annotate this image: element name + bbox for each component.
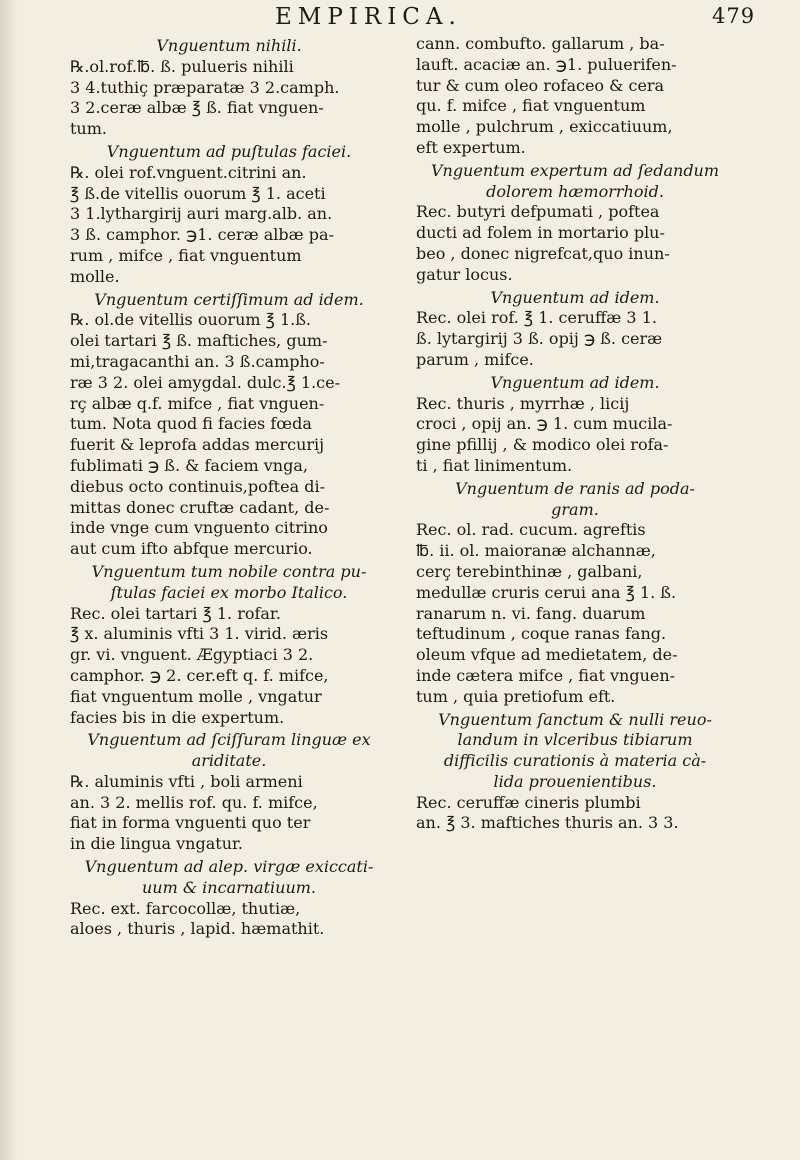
text-line: ranarum n. vi. fang. duarum [416, 603, 646, 623]
recipe-heading [70, 562, 388, 604]
text-line: 3 2.ceræ albæ ℥ ß. fiat vnguen- [70, 98, 324, 118]
text-line: fublimati ℈ ß. & faciem vnga, [70, 455, 308, 475]
text-line: Rec. ext. farcocollæ, thutiæ, [70, 898, 301, 918]
text-line: dolorem hæmorrhoid. [486, 181, 664, 201]
text-line: ℞. aluminis vfti , boli armeni [70, 771, 303, 791]
recipe-text [70, 772, 388, 855]
text-line: ℞. ol.de vitellis ouorum ℥ 1.ß. [70, 310, 311, 330]
running-head-title: EMPIRICA. [275, 4, 462, 30]
text-line: Rec. ceruffæ cineris plumbi [416, 792, 641, 812]
text-line: parum , mifce. [416, 349, 534, 369]
text-line: Rec. olei tartari ℥ 1. rofar. [70, 603, 281, 623]
text-line: fiat vnguentum molle , vngatur [70, 686, 322, 706]
text-line: Vnguentum certiſſimum ad idem. [94, 289, 364, 309]
text-line: Vnguentum ad idem. [490, 287, 660, 307]
text-line: rç albæ q.f. mifce , fiat vnguen- [70, 393, 325, 413]
text-line: Vnguentum tum nobile contra pu- [91, 561, 367, 581]
text-line: lida prouenientibus. [493, 771, 657, 791]
text-line: gram. [551, 499, 599, 519]
recipe-heading [416, 161, 734, 203]
recipe-text [70, 899, 388, 941]
text-line: beo , donec nigrefcat,quo inun- [416, 243, 670, 263]
text-line: fiat in forma vnguenti quo ter [70, 813, 311, 833]
text-line: cann. combufto. gallarum , ba- [416, 34, 665, 53]
recipe-text [416, 308, 734, 370]
recipe-text [70, 163, 388, 288]
text-line: teftudinum , coque ranas fang. [416, 624, 667, 644]
recipe-text [416, 520, 734, 707]
text-line: mi,tragacanthi an. 3 ß.campho- [70, 351, 325, 371]
text-line: lauft. acaciæ an. ℈1. puluerifen- [416, 54, 677, 74]
page-number: 479 [712, 4, 756, 28]
text-line: Rec. butyri defpumati , poftea [416, 202, 660, 222]
page-gutter-shadow [0, 0, 18, 1160]
text-line: Vnguentum expertum ad ſedandum [430, 160, 720, 180]
recipe-heading [416, 710, 734, 793]
recipe-text [70, 604, 388, 729]
text-line: Vnguentum nihili. [156, 36, 302, 55]
text-line: rum , mifce , fiat vnguentum [70, 245, 302, 265]
recipe-heading [70, 142, 388, 163]
text-line: Vnguentum de ranis ad poda- [455, 478, 695, 498]
text-line: olei tartari ℥ ß. maftiches, gum- [70, 331, 328, 351]
text-line: aut cum ifto abfque mercurio. [70, 539, 313, 559]
text-line: ℥ x. aluminis vfti 3 1. virid. æris [70, 624, 329, 644]
recipe-text [70, 310, 388, 560]
recipe-text [416, 202, 734, 285]
text-line: croci , opij an. ℈ 1. cum mucila- [416, 414, 673, 434]
running-head [0, 4, 800, 34]
text-line: Vnguentum ad ſciſſuram linguæ ex [87, 730, 371, 750]
text-line: ſtulas faciei ex morbo Italico. [110, 582, 348, 602]
text-line: Rec. ol. rad. cucum. agreftis [416, 520, 646, 540]
recipe-heading [416, 288, 734, 309]
recipe-heading [70, 36, 388, 57]
text-line: camphor. ℈ 2. cer.eft q. f. mifce, [70, 665, 329, 685]
text-line: ariditate. [191, 751, 267, 771]
text-line: Vnguentum ad alep. virgæ exiccati- [84, 857, 374, 877]
text-line: landum in vlceribus tibiarum [457, 730, 693, 750]
text-line: gine pfillij , & modico olei rofa- [416, 435, 669, 455]
recipe-text [70, 57, 388, 140]
text-line: fuerit & leprofa addas mercurij [70, 435, 325, 455]
text-line: ℞. olei rof.vnguent.citrini an. [70, 162, 307, 182]
text-line: difficilis curationis à materia cà- [443, 751, 707, 771]
recipe-heading [70, 857, 388, 899]
text-line: ræ 3 2. olei amygdal. dulc.℥ 1.ce- [70, 372, 341, 392]
text-line: gatur locus. [416, 264, 513, 284]
text-line: Vnguentum ad puſtulas faciei. [106, 141, 352, 161]
text-line: Rec. thuris , myrrhæ , licij [416, 393, 630, 413]
text-line: tum. [70, 119, 107, 139]
text-line: tum , quia pretiofum eft. [416, 686, 616, 706]
recipe-heading [416, 479, 734, 521]
text-line: molle , pulchrum , exiccatiuum, [416, 117, 673, 137]
text-line: ℥ ß.de vitellis ouorum ℥ 1. aceti [70, 183, 326, 203]
text-line: Vnguentum ſanctum & nulli reuo- [438, 709, 712, 729]
right-column [416, 34, 734, 834]
text-line: in die lingua vngatur. [70, 834, 243, 854]
recipe-heading [70, 730, 388, 772]
text-line: tur & cum oleo rofaceo & cera [416, 75, 665, 95]
recipe-heading [416, 373, 734, 394]
text-line: ℞.ol.rof.℔. ß. pulueris nihili [70, 56, 294, 76]
recipe-text [416, 793, 734, 835]
text-line: tum. Nota quod fi facies fœda [70, 414, 312, 434]
text-line: inde cætera mifce , fiat vnguen- [416, 665, 676, 685]
left-column [70, 34, 388, 940]
text-line: uum & incarnatiuum. [141, 877, 317, 897]
text-line: qu. f. mifce , fiat vnguentum [416, 96, 646, 116]
text-line: 3 1.lythargirij auri marg.alb. an. [70, 204, 333, 224]
recipe-text [416, 34, 734, 159]
text-line: an. 3 2. mellis rof. qu. f. mifce, [70, 792, 318, 812]
text-line: inde vnge cum vnguento citrino [70, 518, 328, 538]
text-line: 3 4.tuthiç præparatæ 3 2.camph. [70, 77, 340, 97]
text-line: Rec. olei rof. ℥ 1. ceruffæ 3 1. [416, 308, 657, 328]
recipe-heading [70, 290, 388, 311]
text-line: ß. lytargirij 3 ß. opij ℈ ß. ceræ [416, 329, 663, 349]
text-line: cerç terebinthinæ , galbani, [416, 561, 643, 581]
text-line: medullæ cruris cerui ana ℥ 1. ß. [416, 582, 677, 602]
text-line: 3 ß. camphor. ℈1. ceræ albæ pa- [70, 225, 334, 245]
text-line: eft expertum. [416, 137, 526, 157]
text-line: mittas donec cruftæ cadant, de- [70, 497, 330, 517]
text-line: ducti ad folem in mortario plu- [416, 223, 665, 243]
text-line: molle. [70, 266, 120, 286]
text-line: oleum vfque ad medietatem, de- [416, 645, 678, 665]
text-line: an. ℥ 3. maftiches thuris an. 3 3. [416, 813, 679, 833]
text-line: diebus octo continuis,poftea di- [70, 476, 325, 496]
text-line: ℔. ii. ol. maioranæ alchannæ, [416, 541, 656, 561]
text-line: Vnguentum ad idem. [490, 372, 660, 392]
text-line: ti , fiat linimentum. [416, 455, 573, 475]
recipe-text [416, 394, 734, 477]
text-line: facies bis in die expertum. [70, 707, 285, 727]
text-line: gr. vi. vnguent. Ægyptiaci 3 2. [70, 645, 314, 665]
text-line: aloes , thuris , lapid. hæmathit. [70, 919, 325, 939]
